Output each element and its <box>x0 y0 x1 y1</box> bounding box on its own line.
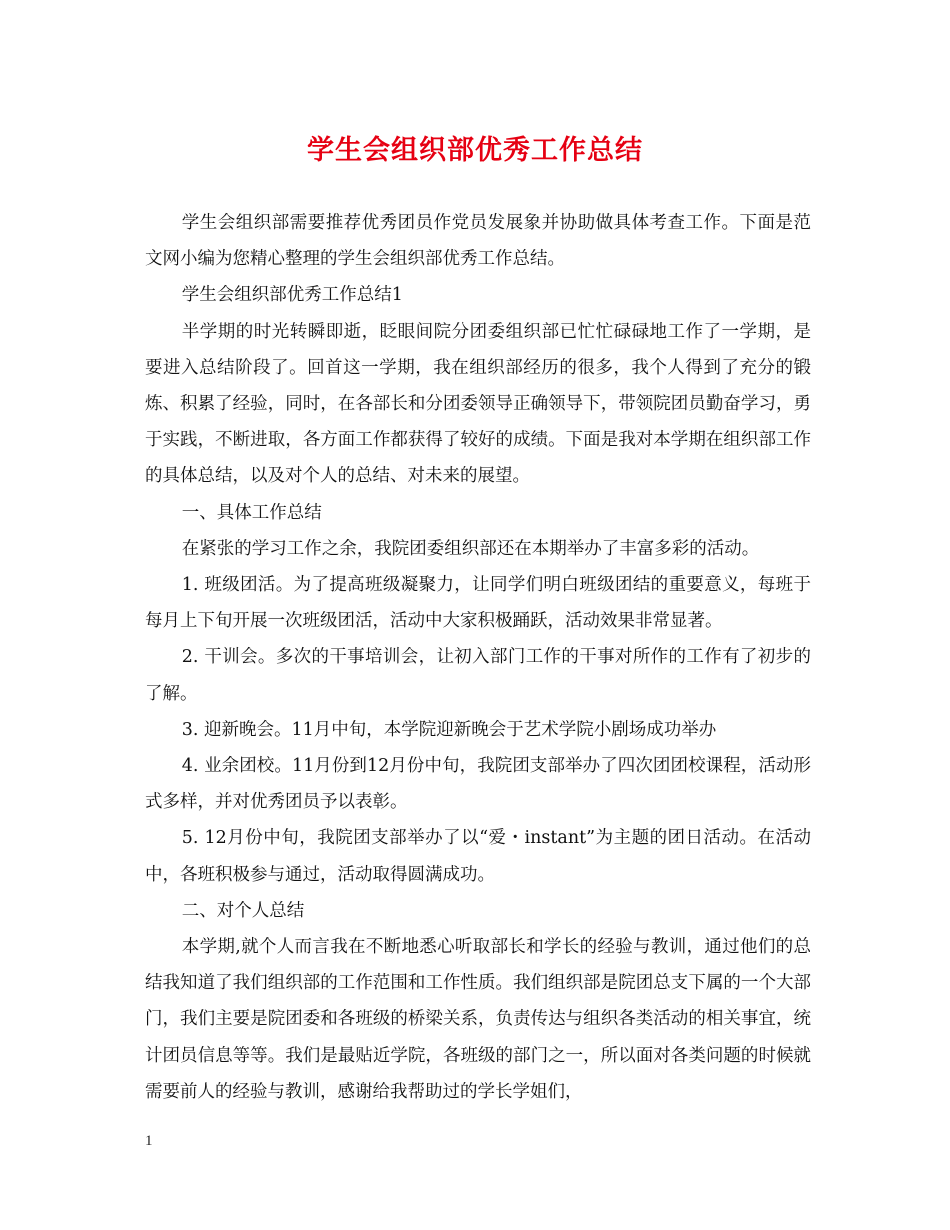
document-title: 学生会组织部优秀工作总结 <box>307 135 643 166</box>
section-heading-1: 一、具体工作总结 <box>181 502 322 523</box>
paragraph-intro: 学生会组织部需要推荐优秀团员作党员发展象并协助做具体考查工作。下面是范文网小编为您精心整理的学生会组织部优秀工作总结。 <box>145 213 811 270</box>
document-body <box>145 205 811 1110</box>
list-item-3: 3. 迎新晚会。11月中旬，本学院迎新晚会于艺术学院小剧场成功举办 <box>181 719 717 740</box>
paragraph-activities-intro: 在紧张的学习工作之余，我院团委组织部还在本期举办了丰富多彩的活动。 <box>181 538 760 559</box>
page-number: 1 <box>145 1133 153 1149</box>
list-item-4: 4. 业余团校。11月份到12月份中旬，我院团支部举办了四次团团校课程，活动形式多样，并对优秀团员予以表彰。 <box>145 756 811 813</box>
list-item-2: 2. 干训会。多次的干事培训会，让初入部门工作的干事对所作的工作有了初步的了解。 <box>145 647 811 704</box>
paragraph-subtitle: 学生会组织部优秀工作总结1 <box>181 285 403 306</box>
section-heading-2: 二、对个人总结 <box>181 900 305 921</box>
list-item-1: 1. 班级团活。为了提高班级凝聚力，让同学们明白班级团结的重要意义，每班于每月上下旬开展一次班级团活，活动中大家积极踊跃，活动效果非常显著。 <box>145 575 811 632</box>
paragraph-overview: 半学期的时光转瞬即逝，眨眼间院分团委组织部已忙忙碌碌地工作了一学期，是要进入总结阶段了。回首这一学期，我在组织部经历的很多，我个人得到了充分的锻炼、积累了经验，同时，在各部长和分团委领导正确领导下，带领院团员勤奋学习，勇于实践，不断进取，各方面工作都获得了较好的成绩。下面是我对本学期在组织部工作的具体总结，以及对个人的总结、对未来的展望。 <box>145 321 811 487</box>
list-item-5: 5. 12月份中旬，我院团支部举办了以“爱・instant”为主题的团日活动。在活动中，各班积极参与通过，活动取得圆满成功。 <box>145 828 811 885</box>
paragraph-personal: 本学期,就个人而言我在不断地悉心听取部长和学长的经验与教训，通过他们的总结我知道了我们组织部的工作范围和工作性质。我们组织部是院团总支下属的一个大部门，我们主要是院团委和各班级的桥梁关系，负责传达与组织各类活动的相关事宜，统计团员信息等等。我们是最贴近学院，各班级的部门之一，所以面对各类问题的时候就需要前人的经验与教训，感谢给我帮助过的学长学姐们， <box>145 937 811 1102</box>
